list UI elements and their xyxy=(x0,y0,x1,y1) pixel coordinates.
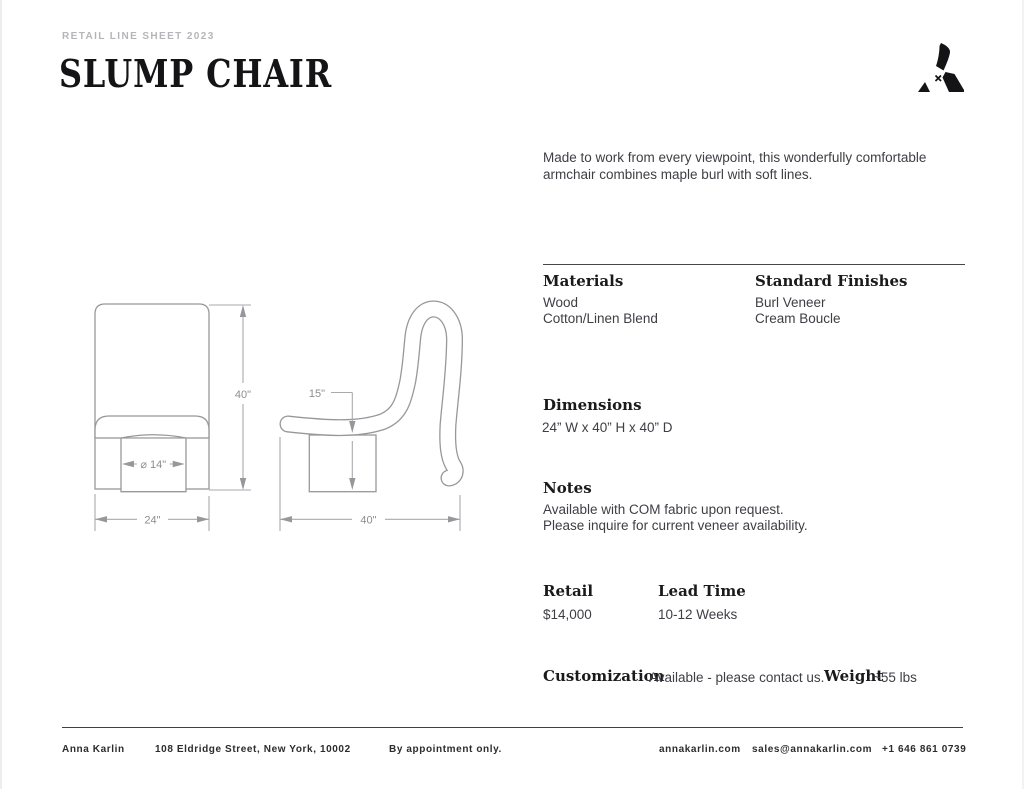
product-description: Made to work from every viewpoint, this wonderfully comfortable armchair combines maple burl with soft lines. xyxy=(543,150,927,182)
side-view-drawing xyxy=(288,309,455,492)
finishes-item: Cream Boucle xyxy=(755,310,841,326)
materials-heading: Materials xyxy=(543,272,624,290)
lead-time-value: 10-12 Weeks xyxy=(658,607,738,622)
front-width-label: 24" xyxy=(144,514,161,527)
notes-line: Available with COM fabric upon request. xyxy=(543,502,784,517)
page-title: SLUMP CHAIR xyxy=(59,51,333,96)
specs-divider xyxy=(543,264,965,265)
footer-phone: +1 646 861 0739 xyxy=(882,744,967,755)
weight-value: ~55 lbs xyxy=(873,670,917,685)
customization-heading: Customization xyxy=(543,667,665,685)
sheet-label: RETAIL LINE SHEET 2023 xyxy=(62,31,215,42)
footer-address: 108 Eldridge Street, New York, 10002 xyxy=(155,744,351,755)
front-height-label: 40" xyxy=(234,389,252,401)
weight-heading: Weight xyxy=(824,667,884,685)
dimensions-heading: Dimensions xyxy=(543,396,642,414)
footer-divider xyxy=(62,727,963,728)
anna-karlin-logo-icon xyxy=(894,32,968,96)
seat-height-label: 15" xyxy=(308,388,326,400)
retail-value: $14,000 xyxy=(543,607,592,622)
materials-item: Wood xyxy=(543,295,579,310)
notes-heading: Notes xyxy=(543,479,592,497)
finishes-heading: Standard Finishes xyxy=(755,272,908,290)
customization-value: Available - please contact us. xyxy=(649,670,825,685)
footer-website: annakarlin.com xyxy=(659,744,741,755)
side-depth-label: 40" xyxy=(360,514,377,527)
materials-item: Cotton/Linen Blend xyxy=(543,310,658,326)
footer-email: sales@annakarlin.com xyxy=(752,744,873,755)
finishes-item: Burl Veneer xyxy=(755,295,826,310)
base-diameter-label: ⌀ 14" xyxy=(140,459,167,471)
retail-heading: Retail xyxy=(543,582,594,600)
notes-line: Please inquire for current veneer availability. xyxy=(543,518,808,533)
customization-row xyxy=(543,668,973,688)
footer-brand: Anna Karlin xyxy=(62,744,125,755)
lead-time-heading: Lead Time xyxy=(658,582,746,600)
dimensions-value: 24” W x 40” H x 40” D xyxy=(542,420,673,435)
technical-drawing xyxy=(60,296,475,538)
footer-appointment: By appointment only. xyxy=(389,744,502,755)
